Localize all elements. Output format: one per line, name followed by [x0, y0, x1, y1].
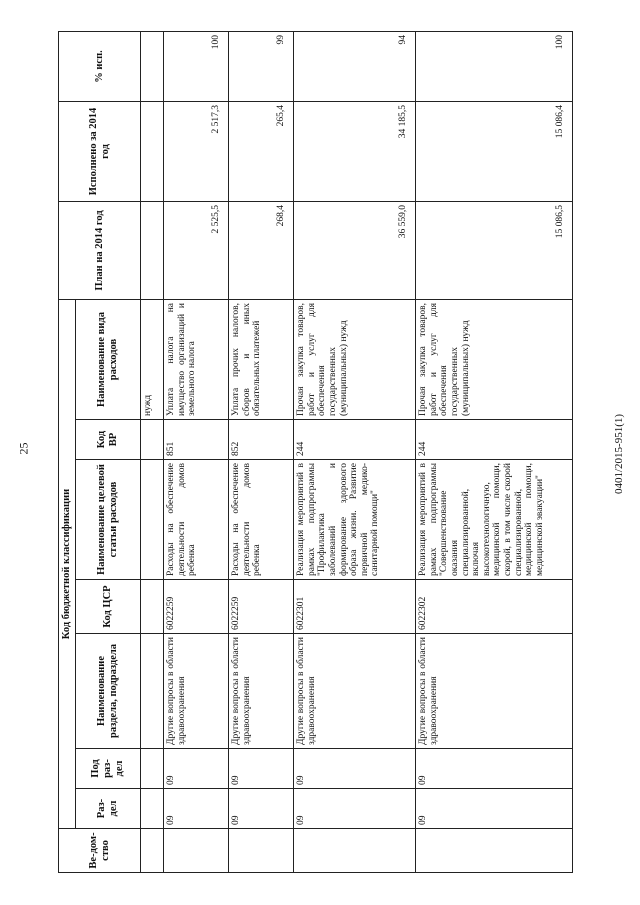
- header-section-name: Наименование раздела, подраздела: [76, 634, 141, 749]
- cell-target-name: Расходы на обеспечение деятельности домов ребенка: [164, 460, 229, 580]
- cell-section-name: Другие вопросы в области здравоохранения: [294, 634, 416, 749]
- cell-vedomstvo: [229, 829, 294, 873]
- cell-podrazdel: 09: [229, 749, 294, 789]
- table-row: [229, 31, 294, 872]
- cell-percent: 99: [229, 31, 294, 101]
- cell-percent: 94: [294, 31, 416, 101]
- header-podrazdel: Под раз-дел: [76, 749, 141, 789]
- cell-vedomstvo: [164, 829, 229, 873]
- header-razdel: Раз-дел: [76, 789, 141, 829]
- header-executed: Исполнено за 2014 год: [59, 101, 141, 201]
- cell-expense-type: Прочая закупка товаров, работ и услуг для обеспечения государственных (муниципальных) нужд: [294, 299, 416, 419]
- table-row: [164, 31, 229, 872]
- cell-podrazdel: 09: [294, 749, 416, 789]
- cell-vr: 851: [164, 420, 229, 460]
- cell-vr: 244: [416, 420, 573, 460]
- continuation-text: нужд: [141, 299, 164, 419]
- rotated-table-container: [58, 32, 566, 873]
- cell-executed: 15 086,4: [416, 101, 573, 201]
- cell-executed: 2 517,3: [164, 101, 229, 201]
- cell-razdel: 09: [294, 789, 416, 829]
- header-plan: План на 2014 год: [59, 201, 141, 299]
- cell-razdel: 09: [229, 789, 294, 829]
- cell-target-name: Реализация мероприятий в рамках подпрограммы "Профилактика заболеваний и формирование здорового образа жизни. Развитие первичной медико-санитарной помощи": [294, 460, 416, 580]
- cell-percent: 100: [416, 31, 573, 101]
- cell-expense-type: Уплата прочих налогов, сборов и иных обязательных платежей: [229, 299, 294, 419]
- cell-section-name: Другие вопросы в области здравоохранения: [416, 634, 573, 749]
- cell-section-name: Другие вопросы в области здравоохранения: [229, 634, 294, 749]
- header-budget-classification: Код бюджетной классификации: [59, 299, 76, 828]
- table-row: [416, 31, 573, 872]
- header-expense-type: Наименование вида расходов: [76, 299, 141, 419]
- cell-vedomstvo: [294, 829, 416, 873]
- cell-target-name: Расходы на обеспечение деятельности домов ребенка: [229, 460, 294, 580]
- page-number: 25: [16, 442, 31, 455]
- cell-expense-type: Уплата налога на имущество организаций и земельного налога: [164, 299, 229, 419]
- table-row-continuation: [141, 31, 164, 872]
- cell-vr: 852: [229, 420, 294, 460]
- header-csr: Код ЦСР: [76, 580, 141, 634]
- cell-executed: 265,4: [229, 101, 294, 201]
- cell-vr: 244: [294, 420, 416, 460]
- cell-csr: 6022259: [164, 580, 229, 634]
- header-target-name: Наименование целевой статьи расходов: [76, 460, 141, 580]
- cell-percent: 100: [164, 31, 229, 101]
- cell-razdel: 09: [416, 789, 573, 829]
- document-code: 0401/2015-951(1): [613, 413, 625, 495]
- cell-razdel: 09: [164, 789, 229, 829]
- header-vedomstvo: Ве-дом-ство: [59, 829, 141, 873]
- cell-plan: 36 559,0: [294, 201, 416, 299]
- cell-target-name: Реализация мероприятий в рамках подпрограммы "Совершенствование оказания специализированной, включая высокотехнологичную, медицинской помощи, скорой, в том числе скорой специализированной, медицинской помощи, медицинской эвакуации": [416, 460, 573, 580]
- header-vr: Код ВР: [76, 420, 141, 460]
- cell-podrazdel: 09: [164, 749, 229, 789]
- budget-table: [58, 31, 573, 873]
- cell-expense-type: Прочая закупка товаров, работ и услуг для обеспечения государственных (муниципальных) нужд: [416, 299, 573, 419]
- header-row-group: [59, 31, 76, 872]
- cell-csr: 6022302: [416, 580, 573, 634]
- cell-executed: 34 185,5: [294, 101, 416, 201]
- cell-podrazdel: 09: [416, 749, 573, 789]
- cell-plan: 268,4: [229, 201, 294, 299]
- cell-section-name: Другие вопросы в области здравоохранения: [164, 634, 229, 749]
- cell-csr: 6022259: [229, 580, 294, 634]
- cell-csr: 6022301: [294, 580, 416, 634]
- table-row: [294, 31, 416, 872]
- cell-plan: 15 086,5: [416, 201, 573, 299]
- header-percent: % исп.: [59, 31, 141, 101]
- cell-vedomstvo: [416, 829, 573, 873]
- cell-plan: 2 525,5: [164, 201, 229, 299]
